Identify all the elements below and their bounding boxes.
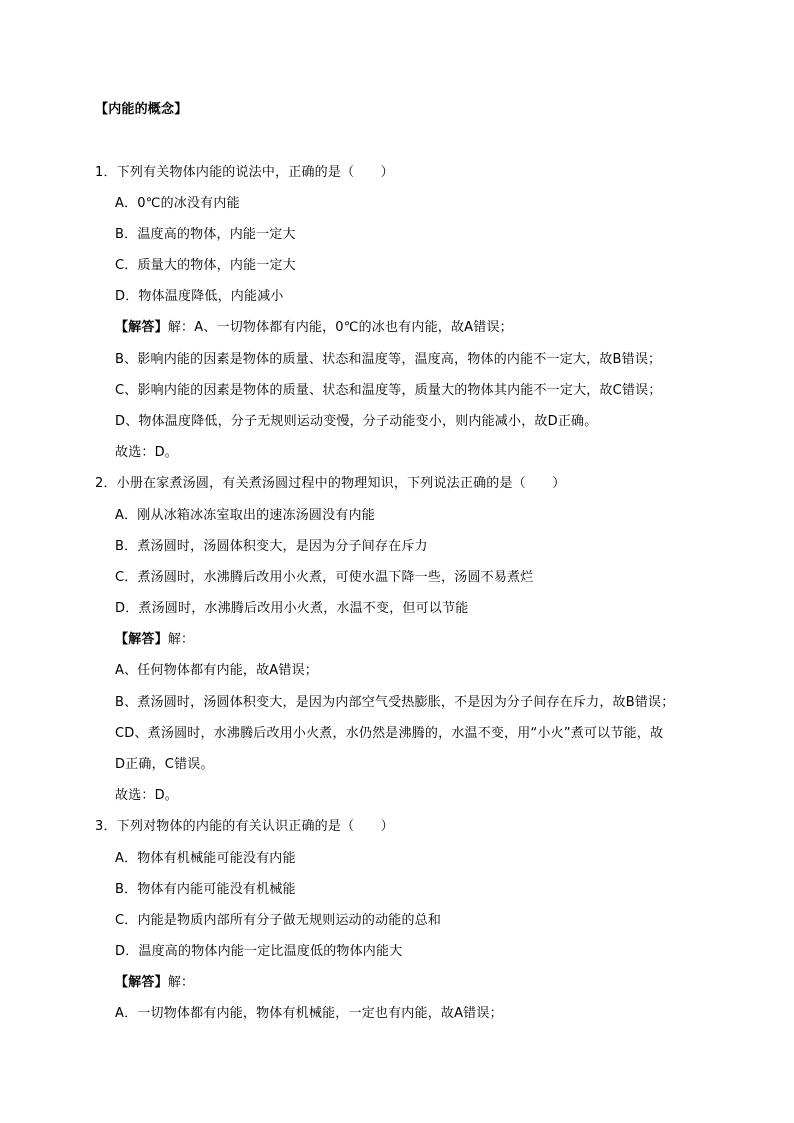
question-3-answer-line-2: A．一切物体都有内能，物体有机械能，一定也有内能，故A错误；: [115, 1006, 503, 1021]
question-2-stem: 2．小册在家煮汤圆，有关煮汤圆过程中的物理知识，下列说法正确的是（ ）: [95, 476, 566, 491]
question-3-option-d: D．温度高的物体内能一定比温度低的物体内能大: [115, 944, 403, 959]
question-2-option-d: D．煮汤圆时，水沸腾后改用小火煮，水温不变，但可以节能: [115, 601, 469, 616]
question-1-option-c: C．质量大的物体，内能一定大: [115, 258, 296, 273]
answer-text: 解：: [167, 975, 195, 990]
answer-tag: 【解答】: [115, 320, 168, 335]
question-1-answer-line-3: C、影响内能的因素是物体的质量、状态和温度等，质量大的物体其内能不一定大，故C错误；: [115, 383, 662, 398]
question-2-answer-line-6: 故选：D。: [115, 788, 179, 803]
question-2-answer-line-4: CD、煮汤圆时，水沸腾后改用小火煮，水仍然是沸腾的，水温不变，用“小火”煮可以节能，故: [115, 726, 664, 741]
question-1-option-d: D．物体温度降低，内能减小: [115, 289, 284, 304]
question-3-stem: 3．下列对物体的内能的有关认识正确的是（ ）: [95, 819, 394, 834]
question-1-answer-line-5: 故选：D。: [115, 445, 179, 460]
question-1-option-b: B．温度高的物体，内能一定大: [115, 227, 296, 242]
question-2-answer-line-1: [115, 631, 194, 649]
section-title: 【内能的概念】: [95, 102, 188, 117]
question-1-stem: 1．下列有关物体内能的说法中，正确的是（ ）: [95, 165, 394, 180]
answer-text: 解：A、一切物体都有内能，0℃的冰也有内能，故A错误；: [167, 320, 513, 335]
question-2-option-b: B．煮汤圆时，汤圆体积变大，是因为分子间存在斥力: [115, 539, 428, 554]
question-1-answer-line-4: D、物体温度降低，分子无规则运动变慢，分子动能变小，则内能减小，故D正确。: [115, 414, 598, 429]
answer-text: 解：: [167, 632, 195, 647]
question-3-option-b: B．物体有内能可能没有机械能: [115, 882, 296, 897]
question-1-answer-line-1: [115, 319, 513, 337]
question-2-answer-line-2: A、任何物体都有内能，故A错误；: [115, 663, 318, 678]
question-2-answer-line-5: D正确，C错误。: [115, 757, 214, 772]
question-1-answer-line-2: B、影响内能的因素是物体的质量、状态和温度等，温度高，物体的内能不一定大，故B错误；: [115, 352, 662, 367]
question-3-option-c: C．内能是物质内部所有分子做无规则运动的动能的总和: [115, 913, 442, 928]
question-3-answer-line-1: [115, 974, 194, 992]
question-2-answer-line-3: B、煮汤圆时，汤圆体积变大，是因为内部空气受热膨胀，不是因为分子间存在斥力，故B错误；: [115, 695, 675, 710]
question-1-option-a: A．0℃的冰没有内能: [115, 196, 240, 211]
question-2-option-c: C．煮汤圆时，水沸腾后改用小火煮，可使水温下降一些，汤圆不易煮烂: [115, 570, 534, 585]
question-2-option-a: A．刚从冰箱冰冻室取出的速冻汤圆没有内能: [115, 508, 375, 523]
question-3-option-a: A．物体有机械能可能没有内能: [115, 851, 296, 866]
answer-tag: 【解答】: [115, 632, 168, 647]
answer-tag: 【解答】: [115, 975, 168, 990]
